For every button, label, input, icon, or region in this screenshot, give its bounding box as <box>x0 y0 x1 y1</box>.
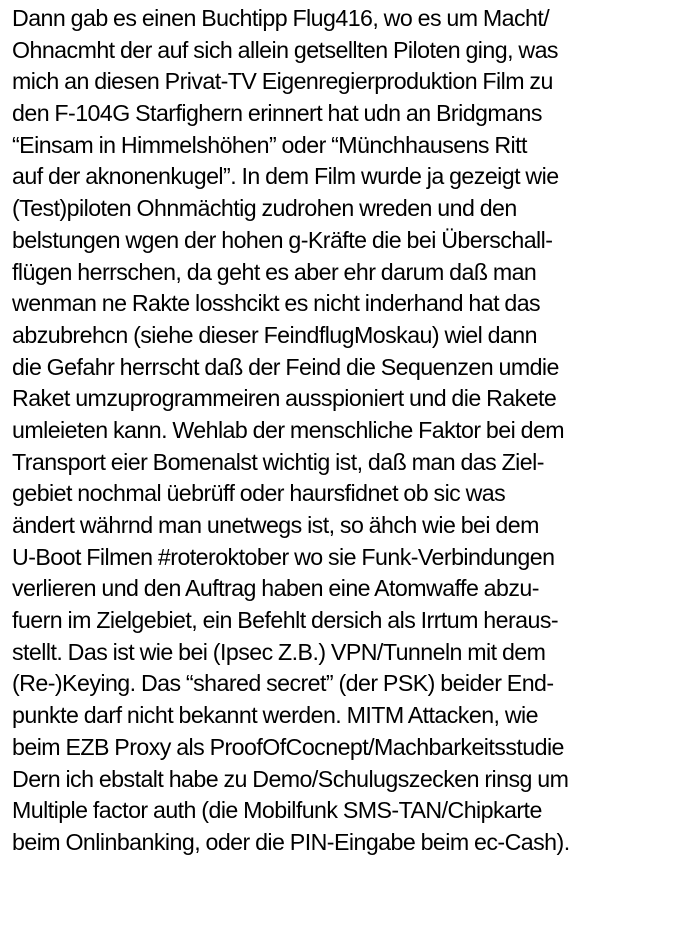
text-line-27: beim Onlinbanking, oder die PIN-Eingabe beim ec-Cash). <box>12 828 570 855</box>
text-line-13: Raket umzuprogrammeiren ausspioniert und die Rakete <box>12 385 557 412</box>
text-line-12: die Gefahr herrscht daß der Feind die Sequenzen umdie <box>12 353 559 380</box>
text-line-4: den F-104G Starfighern erinnert hat udn an Bridgmans <box>12 100 542 127</box>
text-line-16: gebiet nochmal üebrüff oder haursfidnet ob sic was <box>12 480 506 507</box>
text-line-24: beim EZB Proxy als ProofOfCocnept/Machbarkeitsstudie <box>12 733 564 760</box>
text-line-9: flügen herrschen, da geht es aber ehr darum daß man <box>12 258 537 285</box>
text-line-6: auf der aknonenkugel”. In dem Film wurde ja gezeigt wie <box>12 163 559 190</box>
text-line-1: Dann gab es einen Buchtipp Flug416, wo es um Macht/ <box>12 5 550 31</box>
body-text <box>12 3 680 859</box>
text-line-25: Dern ich ebstalt habe zu Demo/Schulugszecken rinsg um <box>12 765 569 792</box>
text-line-21: stellt. Das ist wie bei (Ipsec Z.B.) VPN/Tunneln mit dem <box>12 638 546 665</box>
text-line-20: fuern im Zielgebiet, ein Befehlt dersich als Irrtum heraus- <box>12 607 559 634</box>
text-line-17: ändert währnd man unetwegs ist, so ähch wie bei dem <box>12 512 539 538</box>
text-line-19: verlieren und den Auftrag haben eine Atomwaffe abzu- <box>12 575 539 602</box>
text-line-10: wenman ne Rakte losshcikt es nicht inderhand hat das <box>12 290 541 317</box>
text-line-23: punkte darf nicht bekannt werden. MITM Attacken, wie <box>12 702 538 729</box>
text-line-22: (Re-)Keying. Das “shared secret” (der PSK) beider End- <box>12 670 554 697</box>
text-line-3: mich an diesen Privat-TV Eigenregierproduktion Film zu <box>12 68 553 95</box>
text-line-15: Transport eier Bomenalst wichtig ist, daß man das Ziel- <box>12 448 544 475</box>
text-line-7: (Test)piloten Ohnmächtig zudrohen wreden und den <box>12 195 517 222</box>
text-line-5: “Einsam in Himmelshöhen” oder “Münchhausens Ritt <box>12 131 527 158</box>
text-line-14: umleieten kann. Wehlab der menschliche Faktor bei dem <box>12 416 565 443</box>
text-line-2: Ohnacmht der auf sich allein getsellten Piloten ging, was <box>12 36 558 63</box>
text-line-18: U-Boot Filmen #roteroktober wo sie Funk-Verbindungen <box>12 543 555 570</box>
text-line-11: abzubrehcn (siehe dieser FeindflugMoskau) wiel dann <box>12 321 537 348</box>
text-line-8: belstungen wgen der hohen g-Kräfte die bei Überschall- <box>12 226 553 253</box>
text-line-26: Multiple factor auth (die Mobilfunk SMS-TAN/Chipkarte <box>12 797 542 824</box>
